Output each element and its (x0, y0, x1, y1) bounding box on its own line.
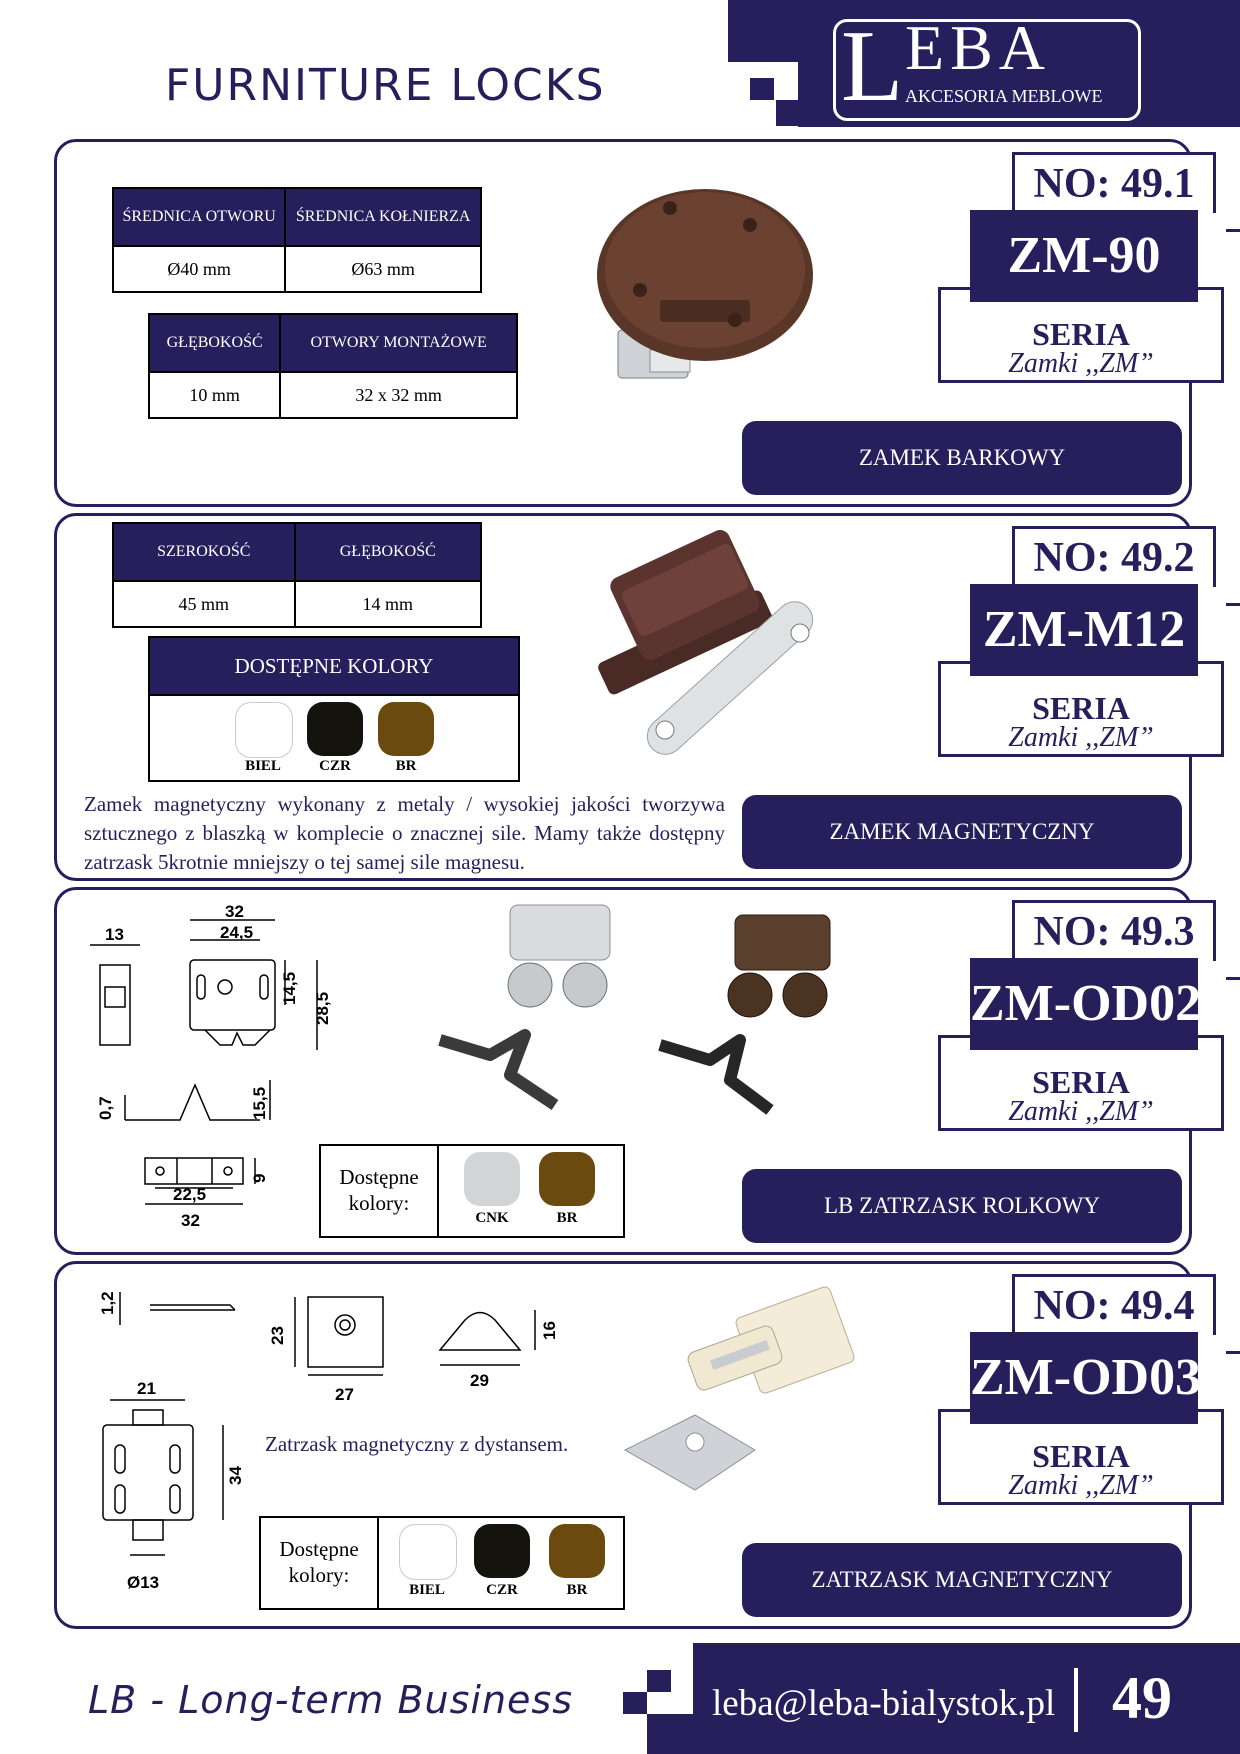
product-model: ZM-M12 (970, 584, 1198, 676)
dim-label: 32 (225, 902, 244, 921)
available-colors-label: Dostępne kolory: (339, 1165, 419, 1215)
color-swatch-brown (378, 702, 434, 756)
color-label: BIEL (409, 1582, 445, 1598)
page-title: FURNITURE LOCKS (165, 60, 606, 111)
spec-value: 14 mm (295, 581, 481, 627)
dim-label: 15,5 (250, 1086, 269, 1120)
product-name: ZAMEK MAGNETYCZNY (742, 795, 1182, 869)
available-colors (148, 636, 520, 782)
spec-header: ŚREDNICA OTWORU (113, 188, 285, 246)
series-name: Zamki ,,ZM” (1008, 722, 1154, 753)
color-swatch-brown (549, 1524, 605, 1578)
dim-label: 32 (181, 1211, 200, 1230)
product-number: NO: 49.3 (1012, 900, 1216, 961)
dim-label: 21 (137, 1379, 156, 1398)
available-colors (319, 1144, 625, 1238)
available-colors (259, 1516, 625, 1610)
color-swatch-white (399, 1524, 457, 1580)
dim-label: 24,5 (220, 923, 254, 942)
spec-value: 32 x 32 mm (280, 372, 517, 418)
color-label: BIEL (245, 758, 281, 774)
page-number: 49 (1112, 1665, 1172, 1731)
footer-decoration (647, 1714, 693, 1754)
product-model: ZM-OD02 (970, 958, 1198, 1050)
colors-title: DOSTĘPNE KOLORY (150, 638, 518, 696)
color-label: CZR (486, 1582, 518, 1598)
logo-letter: L (841, 10, 904, 123)
footer-email-link[interactable]: leba@leba-bialystok.pl (712, 1683, 1056, 1724)
footer-slogan: LB - Long-term Business (88, 1678, 574, 1722)
series-label: SERIA (1032, 1064, 1130, 1100)
dim-label: 14,5 (280, 971, 299, 1005)
spec-value: 45 mm (113, 581, 295, 627)
dim-label: 1,2 (98, 1291, 117, 1315)
color-swatch-zinc (464, 1152, 520, 1206)
dim-label: Ø13 (127, 1573, 160, 1592)
color-label: CZR (319, 758, 351, 774)
product-photo-zm-90 (590, 180, 820, 420)
dim-label: 9 (250, 1173, 269, 1183)
color-swatch-black (307, 702, 363, 756)
series-name: Zamki ,,ZM” (1008, 348, 1154, 379)
spec-header: GŁĘBOKOŚĆ (149, 314, 280, 372)
spec-table-diameters (112, 187, 482, 293)
spec-table-size (112, 522, 482, 628)
color-label: BR (566, 1582, 588, 1598)
product-number: NO: 49.1 (1012, 152, 1216, 213)
color-label: BR (556, 1210, 578, 1226)
spec-header: ŚREDNICA KOŁNIERZA (285, 188, 481, 246)
product-model: ZM-OD03 (970, 1332, 1198, 1424)
footer-decoration (647, 1670, 671, 1692)
spec-value: Ø40 mm (113, 246, 285, 292)
logo-subtitle: AKCESORIA MEBLOWE (905, 86, 1103, 106)
logo-decoration (776, 100, 800, 126)
product-number: NO: 49.2 (1012, 526, 1216, 587)
color-swatch-white (235, 702, 293, 758)
product-name: ZATRZASK MAGNETYCZNY (742, 1543, 1182, 1617)
dim-label: 29 (470, 1371, 489, 1390)
dim-label: 16 (540, 1321, 559, 1340)
product-description: Zamek magnetyczny wykonany z metaly / wysokiej jakości tworzywa sztucznego z blaszką w komplecie o znacznej sile. Mamy także dostępny zatrzask 5krotnie mniejszy o tej samej sile magnesu. (84, 792, 725, 874)
logo-text: EBA (905, 12, 1051, 83)
dim-label: 27 (335, 1385, 354, 1404)
dim-label: 13 (105, 925, 124, 944)
product-photo-zm-m12 (585, 525, 845, 765)
color-label: BR (395, 758, 417, 774)
available-colors-label: Dostępne kolory: (279, 1537, 359, 1587)
dim-label: 22,5 (173, 1185, 207, 1204)
product-description: Zatrzask magnetyczny z dystansem. (265, 1432, 569, 1456)
footer-decoration (623, 1692, 647, 1714)
dim-label: 23 (268, 1326, 287, 1345)
product-model: ZM-90 (970, 210, 1198, 302)
series-label: SERIA (1032, 690, 1130, 726)
product-name: LB ZATRZASK ROLKOWY (742, 1169, 1182, 1243)
product-number: NO: 49.4 (1012, 1274, 1216, 1335)
product-name: ZAMEK BARKOWY (742, 421, 1182, 495)
color-swatch-brown (539, 1152, 595, 1206)
spec-value: 10 mm (149, 372, 280, 418)
series-label: SERIA (1032, 316, 1130, 352)
logo-decoration (728, 0, 800, 62)
logo-decoration (750, 78, 774, 100)
series-name: Zamki ,,ZM” (1008, 1096, 1154, 1127)
dim-label: 28,5 (313, 991, 332, 1025)
spec-header: GŁĘBOKOŚĆ (295, 523, 481, 581)
color-label: CNK (475, 1210, 509, 1226)
product-photo-zm-od02 (435, 895, 865, 1135)
dim-label: 0,7 (96, 1096, 115, 1120)
spec-header: SZEROKOŚĆ (113, 523, 295, 581)
spec-header: OTWORY MONTAŻOWE (280, 314, 517, 372)
dim-label: 34 (226, 1466, 245, 1485)
series-label: SERIA (1032, 1438, 1130, 1474)
product-photo-zm-od03 (615, 1280, 935, 1540)
color-swatch-black (474, 1524, 530, 1578)
spec-value: Ø63 mm (285, 246, 481, 292)
series-name: Zamki ,,ZM” (1008, 1470, 1154, 1501)
footer-divider (1074, 1668, 1078, 1732)
spec-table-depth (148, 313, 518, 419)
